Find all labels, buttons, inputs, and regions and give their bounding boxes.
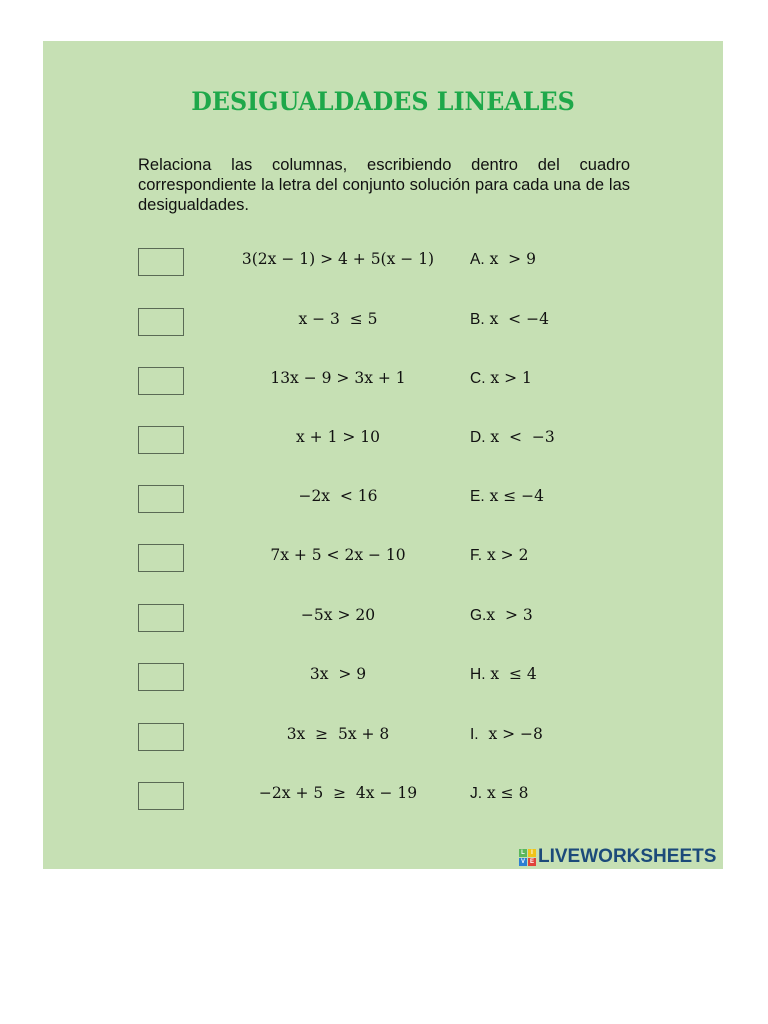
answer-box-7[interactable] bbox=[138, 604, 184, 632]
option-b bbox=[470, 310, 670, 329]
logo-letter-i: I bbox=[528, 849, 536, 857]
answer-box-6[interactable] bbox=[138, 544, 184, 572]
exercise-row bbox=[43, 248, 723, 280]
answer-box-3[interactable] bbox=[138, 367, 184, 395]
option-letter: J. bbox=[470, 785, 483, 802]
answer-box-4[interactable] bbox=[138, 426, 184, 454]
option-expression: x ≤ 4 bbox=[485, 665, 537, 683]
option-letter: D. bbox=[470, 429, 486, 446]
option-expression: x > −8 bbox=[478, 725, 543, 743]
exercise-row bbox=[43, 663, 723, 695]
exercise-row bbox=[43, 723, 723, 755]
exercise-row bbox=[43, 604, 723, 636]
option-c bbox=[470, 369, 670, 388]
option-a bbox=[470, 250, 670, 269]
option-e bbox=[470, 487, 670, 506]
option-letter: E. bbox=[470, 488, 485, 505]
inequality: x + 1 > 10 bbox=[295, 428, 380, 446]
option-d bbox=[470, 428, 670, 447]
worksheet-panel bbox=[43, 41, 723, 869]
worksheet-title: DESIGUALDADES LINEALES bbox=[191, 87, 575, 116]
exercise-row bbox=[43, 544, 723, 576]
option-expression: x < −4 bbox=[484, 310, 549, 328]
option-expression: x > 2 bbox=[482, 546, 529, 564]
answer-box-9[interactable] bbox=[138, 723, 184, 751]
option-letter: G. bbox=[470, 607, 487, 624]
inequality: −5x > 20 bbox=[300, 606, 376, 624]
answer-box-10[interactable] bbox=[138, 782, 184, 810]
option-letter: A. bbox=[470, 251, 485, 268]
option-expression: x < −3 bbox=[485, 428, 555, 446]
option-f bbox=[470, 546, 670, 565]
inequality: −2x + 5 ≥ 4x − 19 bbox=[258, 784, 418, 802]
exercise-row bbox=[43, 367, 723, 399]
option-letter: I. bbox=[470, 726, 479, 743]
option-expression: x ≤ −4 bbox=[484, 487, 545, 505]
inequality: −2x < 16 bbox=[298, 487, 378, 505]
option-expression: x ≤ 8 bbox=[482, 784, 529, 802]
inequality: 3(2x − 1) > 4 + 5(x − 1) bbox=[241, 250, 435, 268]
instructions-text: Relaciona las columnas, escribiendo dentro del cuadro correspondiente la letra del conjunto solución para cada una de las desigualdades. bbox=[138, 156, 630, 214]
option-letter: C. bbox=[470, 370, 486, 387]
inequality: 7x + 5 < 2x − 10 bbox=[270, 546, 406, 564]
inequality: 3x > 9 bbox=[309, 665, 367, 683]
logo-icon bbox=[519, 849, 536, 866]
exercise-row bbox=[43, 782, 723, 814]
logo-letter-l: L bbox=[519, 849, 527, 857]
exercise-row bbox=[43, 426, 723, 458]
exercise-row bbox=[43, 308, 723, 340]
option-h bbox=[470, 665, 670, 684]
option-letter: H. bbox=[470, 666, 486, 683]
answer-box-1[interactable] bbox=[138, 248, 184, 276]
option-expression: x > 1 bbox=[485, 369, 532, 387]
option-j bbox=[470, 784, 670, 803]
option-letter: F. bbox=[470, 547, 483, 564]
logo-letter-v: V bbox=[520, 858, 525, 865]
answer-box-5[interactable] bbox=[138, 485, 184, 513]
option-letter: B. bbox=[470, 311, 485, 328]
option-g bbox=[470, 606, 670, 625]
logo-text: LIVEWORKSHEETS bbox=[538, 846, 717, 867]
inequality: x − 3 ≤ 5 bbox=[298, 310, 378, 328]
option-expression: x > 3 bbox=[486, 606, 533, 624]
answer-box-2[interactable] bbox=[138, 308, 184, 336]
option-expression: x > 9 bbox=[484, 250, 536, 268]
option-i bbox=[470, 725, 670, 744]
liveworksheets-logo[interactable] bbox=[519, 847, 716, 867]
exercise-row bbox=[43, 485, 723, 517]
inequality: 13x − 9 > 3x + 1 bbox=[270, 369, 406, 387]
answer-box-8[interactable] bbox=[138, 663, 184, 691]
inequality: 3x ≥ 5x + 8 bbox=[286, 725, 390, 743]
logo-letter-e: E bbox=[529, 858, 534, 865]
